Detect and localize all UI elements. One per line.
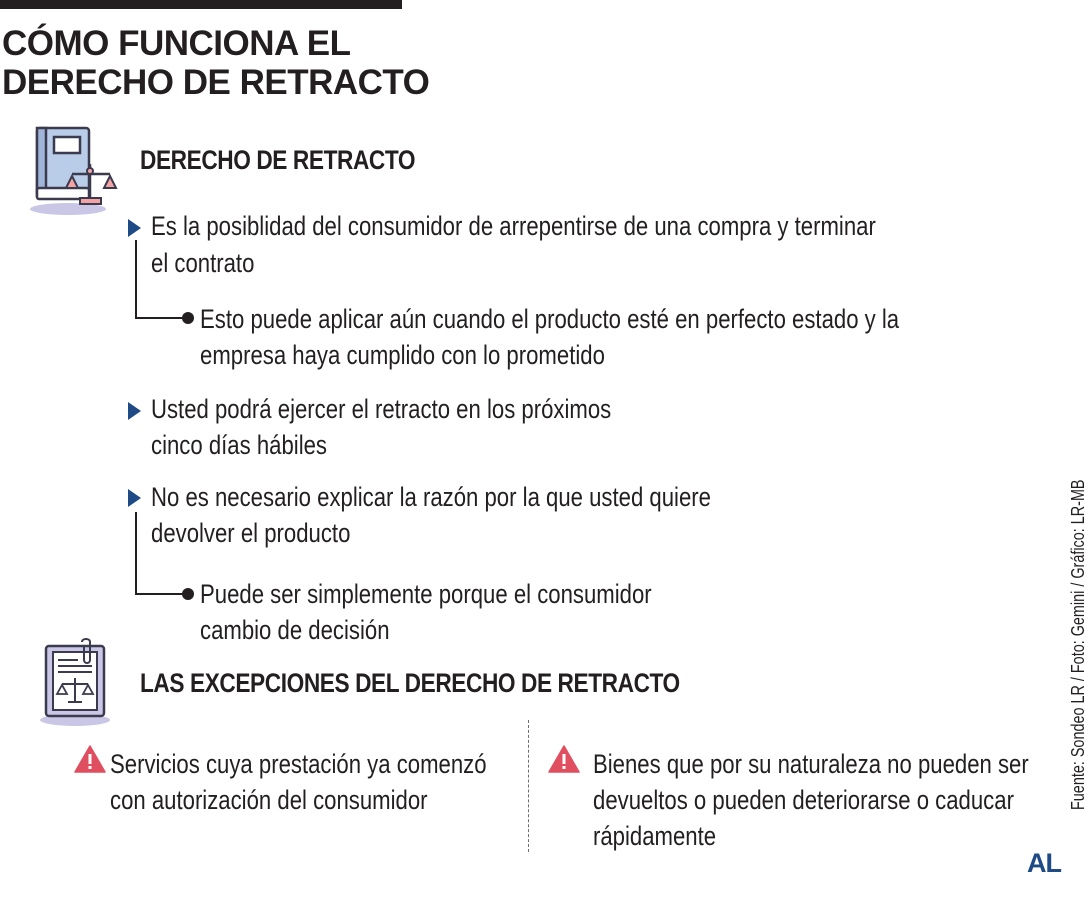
legal-document-scales-icon xyxy=(38,638,116,728)
item-3-sub-line-2: cambio de decisión xyxy=(200,615,390,645)
item-3-line-2: devolver el producto xyxy=(151,518,351,548)
bullet-arrow-icon xyxy=(128,489,141,507)
connector-line xyxy=(135,240,137,318)
item-3-sub-line-1: Puede ser simplemente porque el consumidor xyxy=(200,579,652,609)
sub-bullet-dot xyxy=(182,312,194,324)
item-1-sub-line-1: Esto puede aplicar aún cuando el producto esté en perfecto estado y la xyxy=(200,304,900,334)
column-divider xyxy=(528,720,529,852)
connector-line xyxy=(135,512,137,594)
sub-bullet-dot xyxy=(182,588,194,600)
item-1-sub-line-2: empresa haya cumplido con lo prometido xyxy=(200,340,605,370)
warning-icon xyxy=(74,745,106,773)
connector-line xyxy=(135,593,187,595)
item-2-line-2: cinco días hábiles xyxy=(151,430,328,460)
top-rule xyxy=(0,0,402,9)
item-3-line-1: No es necesario explicar la razón por la que usted quiere xyxy=(151,482,711,512)
connector-line xyxy=(135,317,187,319)
warning-icon xyxy=(548,745,580,773)
bullet-arrow-icon xyxy=(128,402,141,420)
page-title-line-2: DERECHO DE RETRACTO xyxy=(2,63,430,102)
source-credit: Fuente: Sondeo LR / Foto: Gemini / Gráfico: LR-MB xyxy=(1068,479,1088,810)
brand-logo: AL xyxy=(1027,848,1061,878)
law-book-scales-icon xyxy=(28,124,116,218)
exception-2-line-1: Bienes que por su naturaleza no pueden ser xyxy=(593,749,1029,779)
item-1-line-1: Es la posiblidad del consumidor de arrepentirse de una compra y terminar xyxy=(151,211,876,241)
exception-1-line-1: Servicios cuya prestación ya comenzó xyxy=(110,749,487,779)
page-title xyxy=(2,24,429,102)
bullet-arrow-icon xyxy=(128,219,141,237)
section-title-excepciones: LAS EXCEPCIONES DEL DERECHO DE RETRACTO xyxy=(140,668,680,698)
item-1-line-2: el contrato xyxy=(151,248,255,278)
exception-2-line-3: rápidamente xyxy=(593,821,717,851)
page-title-line-1: CÓMO FUNCIONA EL xyxy=(2,24,351,63)
exception-1-line-2: con autorización del consumidor xyxy=(110,785,428,815)
exception-2-line-2: devueltos o pueden deteriorarse o caducar xyxy=(593,785,1014,815)
section-title-derecho: DERECHO DE RETRACTO xyxy=(140,145,416,175)
item-2-line-1: Usted podrá ejercer el retracto en los próximos xyxy=(151,394,612,424)
